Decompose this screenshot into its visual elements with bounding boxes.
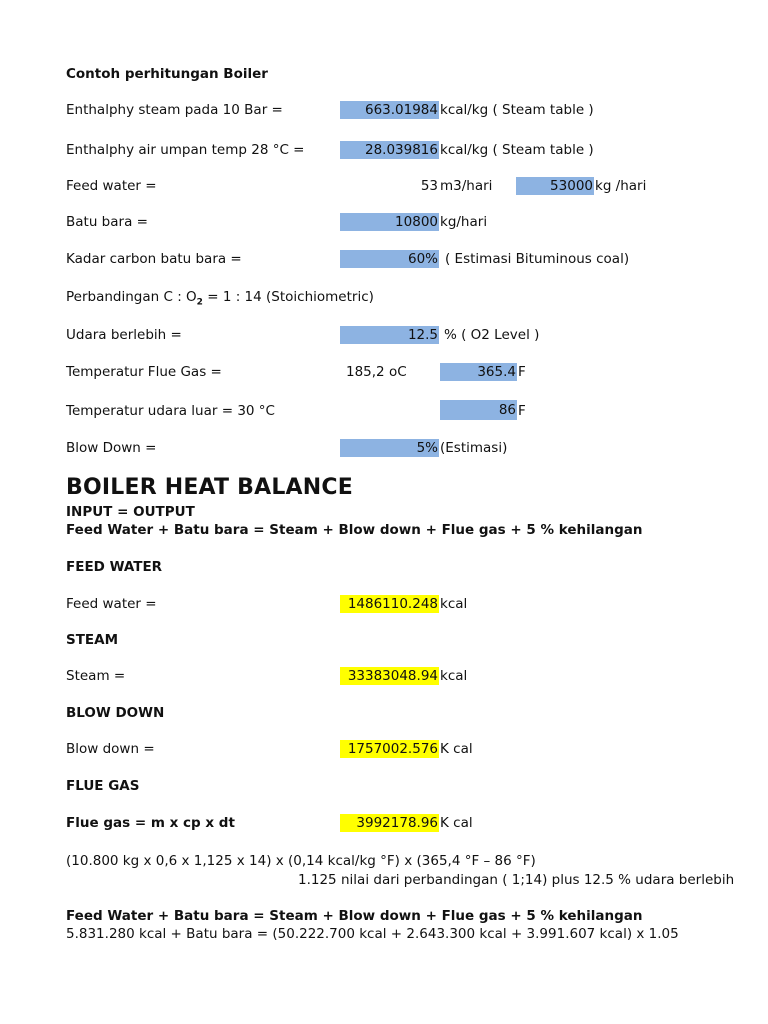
perbandingan-suffix: = 1 : 14 (Stoichiometric) bbox=[202, 289, 374, 305]
balance-equation-2: Feed Water + Batu bara = Steam + Blow down + Flue gas + 5 % kehilangan bbox=[66, 908, 643, 924]
steam-result-label: Steam = bbox=[66, 668, 126, 684]
enthalpy-steam-unit: kcal/kg ( Steam table ) bbox=[440, 102, 594, 118]
blow-down-result-unit: K cal bbox=[440, 741, 473, 757]
feed-water-result-label: Feed water = bbox=[66, 596, 157, 612]
udara-berlebih-value[interactable]: 12.5 bbox=[340, 326, 439, 344]
kadar-carbon-value[interactable]: 60% bbox=[340, 250, 439, 268]
steam-result-value[interactable]: 33383048.94 bbox=[340, 667, 439, 685]
flue-temp-value[interactable]: 365.4 bbox=[440, 363, 517, 381]
kadar-carbon-unit: ( Estimasi Bituminous coal) bbox=[445, 251, 630, 267]
perbandingan-subscript: 2 bbox=[196, 297, 203, 308]
blow-down-result-label: Blow down = bbox=[66, 741, 155, 757]
page-title: Contoh perhitungan Boiler bbox=[66, 66, 268, 82]
enthalpy-air-label: Enthalphy air umpan temp 28 °C = bbox=[66, 142, 305, 158]
ratio-value: 1.125 bbox=[298, 872, 337, 888]
feed-water-result-unit: kcal bbox=[440, 596, 468, 612]
flue-gas-result-label: Flue gas = m x cp x dt bbox=[66, 815, 235, 831]
blow-down-result-value[interactable]: 1757002.576 bbox=[340, 740, 439, 758]
feed-water-result-value[interactable]: 1486110.248 bbox=[340, 595, 439, 613]
perbandingan-prefix: Perbandingan C : O bbox=[66, 289, 197, 305]
enthalpy-steam-label: Enthalphy steam pada 10 Bar = bbox=[66, 102, 283, 118]
flue-gas-result-unit: K cal bbox=[440, 815, 473, 831]
blow-down-param-value[interactable]: 5% bbox=[340, 439, 439, 457]
flue-gas-heading: FLUE GAS bbox=[66, 778, 140, 794]
heat-balance-heading: BOILER HEAT BALANCE bbox=[66, 475, 353, 500]
batu-bara-value[interactable]: 10800 bbox=[340, 213, 439, 231]
feed-water-kg-unit: kg /hari bbox=[595, 178, 647, 194]
feed-water-label: Feed water = bbox=[66, 178, 157, 194]
flue-gas-result-value[interactable]: 3992178.96 bbox=[340, 814, 439, 832]
udara-berlebih-label: Udara berlebih = bbox=[66, 327, 182, 343]
batu-bara-unit: kg/hari bbox=[440, 214, 488, 230]
udara-luar-label: Temperatur udara luar = 30 °C bbox=[66, 403, 275, 419]
flue-gas-formula: (10.800 kg x 0,6 x 1,125 x 14) x (0,14 kcal/kg °F) x (365,4 °F – 86 °F) bbox=[66, 853, 536, 869]
batu-bara-label: Batu bara = bbox=[66, 214, 148, 230]
feed-water-m3-value[interactable]: 53 bbox=[420, 178, 438, 194]
feed-water-heading: FEED WATER bbox=[66, 559, 163, 575]
flue-temp-unit: F bbox=[518, 364, 526, 380]
blow-down-param-label: Blow Down = bbox=[66, 440, 157, 456]
input-output-line: INPUT = OUTPUT bbox=[66, 504, 195, 520]
enthalpy-steam-value[interactable]: 663.01984 bbox=[340, 101, 439, 119]
flue-temp-celsius: 185,2 oC bbox=[346, 364, 407, 380]
flue-temp-label: Temperatur Flue Gas = bbox=[66, 364, 222, 380]
enthalpy-air-value[interactable]: 28.039816 bbox=[340, 141, 439, 159]
udara-berlebih-unit: % ( O2 Level ) bbox=[444, 327, 540, 343]
perbandingan-line bbox=[66, 289, 374, 308]
feed-water-kg-value[interactable]: 53000 bbox=[516, 177, 594, 195]
blow-down-param-unit: (Estimasi) bbox=[440, 440, 508, 456]
udara-luar-value[interactable]: 86 bbox=[440, 400, 517, 420]
kadar-carbon-label: Kadar carbon batu bara = bbox=[66, 251, 242, 267]
ratio-note: nilai dari perbandingan ( 1;14) plus 12.5 % udara berlebih bbox=[341, 872, 735, 888]
final-balance-line: 5.831.280 kcal + Batu bara = (50.222.700 kcal + 2.643.300 kcal + 3.991.607 kcal) x 1.05 bbox=[66, 926, 679, 942]
steam-heading: STEAM bbox=[66, 632, 119, 648]
steam-result-unit: kcal bbox=[440, 668, 468, 684]
udara-luar-unit: F bbox=[518, 403, 526, 419]
blow-down-heading: BLOW DOWN bbox=[66, 705, 165, 721]
enthalpy-air-unit: kcal/kg ( Steam table ) bbox=[440, 142, 594, 158]
feed-water-m3-unit: m3/hari bbox=[440, 178, 493, 194]
balance-equation: Feed Water + Batu bara = Steam + Blow down + Flue gas + 5 % kehilangan bbox=[66, 522, 643, 538]
